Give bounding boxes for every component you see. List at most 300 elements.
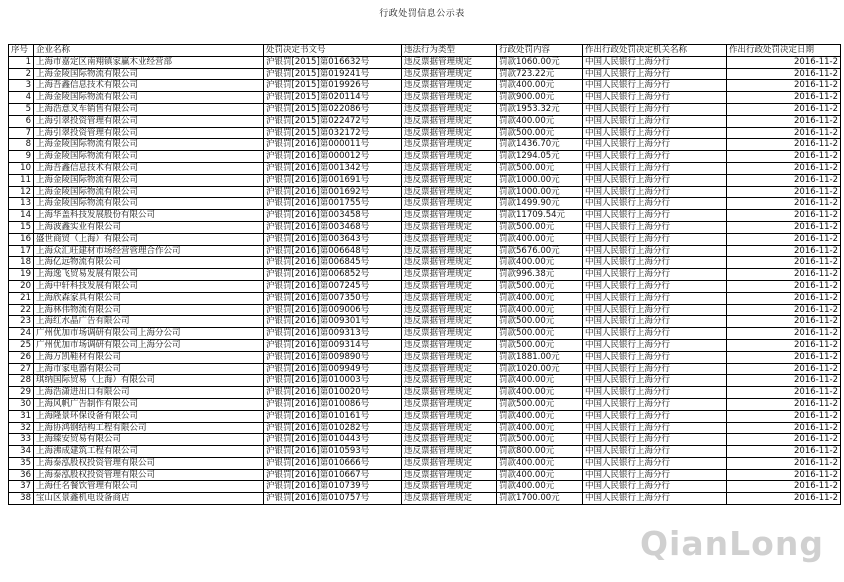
cell-index: 18 bbox=[9, 257, 34, 269]
cell-date: 2016-11-2 bbox=[727, 162, 841, 174]
table-row bbox=[9, 280, 841, 292]
cell-company: 上海市家电器有限公司 bbox=[34, 363, 264, 375]
cell-index: 11 bbox=[9, 174, 34, 186]
cell-authority: 中国人民银行上海分行 bbox=[583, 92, 727, 104]
cell-violation-type: 违反票据管理规定 bbox=[402, 56, 497, 68]
cell-decision-number: 沪银罚[2016]第010593号 bbox=[264, 446, 402, 458]
cell-date: 2016-11-2 bbox=[727, 328, 841, 340]
table-row bbox=[9, 186, 841, 198]
table-row bbox=[9, 56, 841, 68]
table-row bbox=[9, 221, 841, 233]
cell-violation-type: 违反票据管理规定 bbox=[402, 387, 497, 399]
table-row bbox=[9, 103, 841, 115]
cell-penalty: 罚款1060.00元 bbox=[497, 56, 583, 68]
cell-decision-number: 沪银罚[2015]第016632号 bbox=[264, 56, 402, 68]
cell-index: 15 bbox=[9, 221, 34, 233]
cell-company: 广州优加市场调研有限公司上海分公司 bbox=[34, 339, 264, 351]
cell-company: 上海华盖科技发展股份有限公司 bbox=[34, 210, 264, 222]
cell-index: 31 bbox=[9, 410, 34, 422]
cell-penalty: 罚款900.00元 bbox=[497, 92, 583, 104]
cell-date: 2016-11-2 bbox=[727, 469, 841, 481]
cell-decision-number: 沪银罚[2016]第007245号 bbox=[264, 280, 402, 292]
cell-penalty: 罚款400.00元 bbox=[497, 257, 583, 269]
cell-date: 2016-11-2 bbox=[727, 257, 841, 269]
cell-violation-type: 违反票据管理规定 bbox=[402, 210, 497, 222]
cell-decision-number: 沪银罚[2015]第022472号 bbox=[264, 115, 402, 127]
cell-authority: 中国人民银行上海分行 bbox=[583, 127, 727, 139]
header-index: 序号 bbox=[9, 45, 34, 57]
table-row bbox=[9, 162, 841, 174]
cell-violation-type: 违反票据管理规定 bbox=[402, 375, 497, 387]
cell-index: 20 bbox=[9, 280, 34, 292]
cell-date: 2016-11-2 bbox=[727, 481, 841, 493]
table-row bbox=[9, 422, 841, 434]
cell-date: 2016-11-2 bbox=[727, 115, 841, 127]
cell-penalty: 罚款400.00元 bbox=[497, 481, 583, 493]
table-row bbox=[9, 339, 841, 351]
cell-penalty: 罚款500.00元 bbox=[497, 221, 583, 233]
cell-date: 2016-11-2 bbox=[727, 351, 841, 363]
cell-company: 琪纳国际贸易（上海）有限公司 bbox=[34, 375, 264, 387]
cell-penalty: 罚款1700.00元 bbox=[497, 493, 583, 505]
cell-index: 6 bbox=[9, 115, 34, 127]
cell-index: 13 bbox=[9, 198, 34, 210]
table-row bbox=[9, 269, 841, 281]
cell-date: 2016-11-2 bbox=[727, 198, 841, 210]
cell-decision-number: 沪银罚[2016]第010020号 bbox=[264, 387, 402, 399]
cell-company: 上海万凯鞋材有限公司 bbox=[34, 351, 264, 363]
cell-authority: 中国人民银行上海分行 bbox=[583, 387, 727, 399]
cell-index: 37 bbox=[9, 481, 34, 493]
cell-authority: 中国人民银行上海分行 bbox=[583, 328, 727, 340]
cell-violation-type: 违反票据管理规定 bbox=[402, 257, 497, 269]
cell-authority: 中国人民银行上海分行 bbox=[583, 221, 727, 233]
cell-violation-type: 违反票据管理规定 bbox=[402, 80, 497, 92]
cell-date: 2016-11-2 bbox=[727, 434, 841, 446]
cell-date: 2016-11-2 bbox=[727, 80, 841, 92]
cell-authority: 中国人民银行上海分行 bbox=[583, 68, 727, 80]
cell-penalty: 罚款1953.32元 bbox=[497, 103, 583, 115]
cell-penalty: 罚款500.00元 bbox=[497, 328, 583, 340]
table-row bbox=[9, 210, 841, 222]
header-company: 企业名称 bbox=[34, 45, 264, 57]
header-penalty: 行政处罚内容 bbox=[497, 45, 583, 57]
cell-decision-number: 沪银罚[2016]第000012号 bbox=[264, 151, 402, 163]
cell-company: 上海金陵国际物流有限公司 bbox=[34, 92, 264, 104]
cell-index: 19 bbox=[9, 269, 34, 281]
table-row bbox=[9, 351, 841, 363]
cell-authority: 中国人民银行上海分行 bbox=[583, 481, 727, 493]
cell-authority: 中国人民银行上海分行 bbox=[583, 186, 727, 198]
cell-company: 上海众汇旺建材市场经营管理合作公司 bbox=[34, 245, 264, 257]
cell-date: 2016-11-2 bbox=[727, 398, 841, 410]
cell-index: 10 bbox=[9, 162, 34, 174]
cell-date: 2016-11-2 bbox=[727, 103, 841, 115]
cell-company: 上海逸飞贸易发展有限公司 bbox=[34, 269, 264, 281]
cell-company: 上海引翠投资管理有限公司 bbox=[34, 127, 264, 139]
cell-decision-number: 沪银罚[2016]第010739号 bbox=[264, 481, 402, 493]
cell-company: 上海中轩科技发展有限公司 bbox=[34, 280, 264, 292]
cell-decision-number: 沪银罚[2015]第022086号 bbox=[264, 103, 402, 115]
cell-penalty: 罚款5676.00元 bbox=[497, 245, 583, 257]
watermark-logo: QianLong bbox=[640, 524, 824, 563]
cell-penalty: 罚款400.00元 bbox=[497, 233, 583, 245]
table-row bbox=[9, 481, 841, 493]
cell-authority: 中国人民银行上海分行 bbox=[583, 410, 727, 422]
cell-date: 2016-11-2 bbox=[727, 410, 841, 422]
cell-penalty: 罚款500.00元 bbox=[497, 434, 583, 446]
cell-decision-number: 沪银罚[2016]第003458号 bbox=[264, 210, 402, 222]
cell-violation-type: 违反票据管理规定 bbox=[402, 493, 497, 505]
cell-company: 上海金陵国际物流有限公司 bbox=[34, 198, 264, 210]
table-row bbox=[9, 292, 841, 304]
cell-authority: 中国人民银行上海分行 bbox=[583, 80, 727, 92]
cell-penalty: 罚款400.00元 bbox=[497, 387, 583, 399]
table-row bbox=[9, 446, 841, 458]
cell-penalty: 罚款500.00元 bbox=[497, 339, 583, 351]
cell-penalty: 罚款500.00元 bbox=[497, 162, 583, 174]
cell-authority: 中国人民银行上海分行 bbox=[583, 375, 727, 387]
table-row bbox=[9, 493, 841, 505]
cell-violation-type: 违反票据管理规定 bbox=[402, 446, 497, 458]
table-row bbox=[9, 316, 841, 328]
cell-violation-type: 违反票据管理规定 bbox=[402, 92, 497, 104]
cell-violation-type: 违反票据管理规定 bbox=[402, 351, 497, 363]
cell-index: 2 bbox=[9, 68, 34, 80]
cell-penalty: 罚款500.00元 bbox=[497, 280, 583, 292]
cell-index: 27 bbox=[9, 363, 34, 375]
cell-violation-type: 违反票据管理规定 bbox=[402, 339, 497, 351]
cell-authority: 中国人民银行上海分行 bbox=[583, 115, 727, 127]
cell-authority: 中国人民银行上海分行 bbox=[583, 151, 727, 163]
cell-index: 3 bbox=[9, 80, 34, 92]
cell-decision-number: 沪银罚[2016]第009006号 bbox=[264, 304, 402, 316]
cell-penalty: 罚款400.00元 bbox=[497, 80, 583, 92]
cell-decision-number: 沪银罚[2015]第032172号 bbox=[264, 127, 402, 139]
cell-penalty: 罚款1000.00元 bbox=[497, 186, 583, 198]
cell-authority: 中国人民银行上海分行 bbox=[583, 351, 727, 363]
cell-date: 2016-11-2 bbox=[727, 174, 841, 186]
cell-decision-number: 沪银罚[2016]第001342号 bbox=[264, 162, 402, 174]
cell-date: 2016-11-2 bbox=[727, 387, 841, 399]
cell-company: 上海金陵国际物流有限公司 bbox=[34, 151, 264, 163]
cell-authority: 中国人民银行上海分行 bbox=[583, 280, 727, 292]
cell-authority: 中国人民银行上海分行 bbox=[583, 292, 727, 304]
cell-authority: 中国人民银行上海分行 bbox=[583, 434, 727, 446]
cell-penalty: 罚款400.00元 bbox=[497, 375, 583, 387]
cell-index: 4 bbox=[9, 92, 34, 104]
cell-date: 2016-11-2 bbox=[727, 186, 841, 198]
cell-date: 2016-11-2 bbox=[727, 304, 841, 316]
cell-index: 25 bbox=[9, 339, 34, 351]
cell-authority: 中国人民银行上海分行 bbox=[583, 245, 727, 257]
cell-authority: 中国人民银行上海分行 bbox=[583, 103, 727, 115]
table-row bbox=[9, 257, 841, 269]
cell-penalty: 罚款400.00元 bbox=[497, 410, 583, 422]
cell-index: 28 bbox=[9, 375, 34, 387]
cell-company: 上海沸成建筑工程有限公司 bbox=[34, 446, 264, 458]
cell-decision-number: 沪银罚[2016]第009313号 bbox=[264, 328, 402, 340]
header-decision-number: 处罚决定书文号 bbox=[264, 45, 402, 57]
table-row bbox=[9, 198, 841, 210]
cell-penalty: 罚款400.00元 bbox=[497, 304, 583, 316]
cell-company: 上海泰泓股权投资管理有限公司 bbox=[34, 457, 264, 469]
cell-decision-number: 沪银罚[2015]第020114号 bbox=[264, 92, 402, 104]
cell-violation-type: 违反票据管理规定 bbox=[402, 363, 497, 375]
table-row bbox=[9, 457, 841, 469]
cell-penalty: 罚款723.22元 bbox=[497, 68, 583, 80]
cell-date: 2016-11-2 bbox=[727, 221, 841, 233]
cell-company: 上海隆景环保设备有限公司 bbox=[34, 410, 264, 422]
cell-decision-number: 沪银罚[2016]第001755号 bbox=[264, 198, 402, 210]
table-row bbox=[9, 410, 841, 422]
cell-index: 8 bbox=[9, 139, 34, 151]
cell-company: 盛世商贸（上海）有限公司 bbox=[34, 233, 264, 245]
cell-decision-number: 沪银罚[2016]第009314号 bbox=[264, 339, 402, 351]
cell-authority: 中国人民银行上海分行 bbox=[583, 139, 727, 151]
cell-decision-number: 沪银罚[2016]第010443号 bbox=[264, 434, 402, 446]
cell-penalty: 罚款1499.90元 bbox=[497, 198, 583, 210]
cell-violation-type: 违反票据管理规定 bbox=[402, 221, 497, 233]
cell-index: 16 bbox=[9, 233, 34, 245]
cell-company: 广州优加市场调研有限公司上海分公司 bbox=[34, 328, 264, 340]
cell-date: 2016-11-2 bbox=[727, 493, 841, 505]
cell-date: 2016-11-2 bbox=[727, 292, 841, 304]
table-row bbox=[9, 80, 841, 92]
header-violation-type: 违法行为类型 bbox=[402, 45, 497, 57]
cell-date: 2016-11-2 bbox=[727, 269, 841, 281]
cell-decision-number: 沪银罚[2016]第001692号 bbox=[264, 186, 402, 198]
cell-date: 2016-11-2 bbox=[727, 280, 841, 292]
cell-company: 上海任名餐饮管理有限公司 bbox=[34, 481, 264, 493]
cell-violation-type: 违反票据管理规定 bbox=[402, 292, 497, 304]
cell-decision-number: 沪银罚[2016]第009301号 bbox=[264, 316, 402, 328]
cell-authority: 中国人民银行上海分行 bbox=[583, 457, 727, 469]
cell-company: 上海臻安贸易有限公司 bbox=[34, 434, 264, 446]
cell-company: 上海吾鑫信息技术有限公司 bbox=[34, 80, 264, 92]
cell-authority: 中国人民银行上海分行 bbox=[583, 174, 727, 186]
cell-violation-type: 违反票据管理规定 bbox=[402, 316, 497, 328]
cell-authority: 中国人民银行上海分行 bbox=[583, 363, 727, 375]
cell-index: 38 bbox=[9, 493, 34, 505]
cell-date: 2016-11-2 bbox=[727, 210, 841, 222]
table-row bbox=[9, 328, 841, 340]
cell-company: 上海波鑫实业有限公司 bbox=[34, 221, 264, 233]
cell-violation-type: 违反票据管理规定 bbox=[402, 434, 497, 446]
cell-violation-type: 违反票据管理规定 bbox=[402, 398, 497, 410]
cell-company: 上海风帆广告制作有限公司 bbox=[34, 398, 264, 410]
cell-index: 33 bbox=[9, 434, 34, 446]
table-row bbox=[9, 174, 841, 186]
cell-index: 32 bbox=[9, 422, 34, 434]
cell-index: 14 bbox=[9, 210, 34, 222]
cell-index: 34 bbox=[9, 446, 34, 458]
cell-decision-number: 沪银罚[2016]第010757号 bbox=[264, 493, 402, 505]
cell-decision-number: 沪银罚[2016]第010086号 bbox=[264, 398, 402, 410]
table-row bbox=[9, 92, 841, 104]
cell-violation-type: 违反票据管理规定 bbox=[402, 186, 497, 198]
cell-date: 2016-11-2 bbox=[727, 457, 841, 469]
cell-date: 2016-11-2 bbox=[727, 375, 841, 387]
cell-date: 2016-11-2 bbox=[727, 68, 841, 80]
cell-decision-number: 沪银罚[2016]第001691号 bbox=[264, 174, 402, 186]
cell-violation-type: 违反票据管理规定 bbox=[402, 103, 497, 115]
cell-violation-type: 违反票据管理规定 bbox=[402, 174, 497, 186]
cell-date: 2016-11-2 bbox=[727, 127, 841, 139]
cell-decision-number: 沪银罚[2016]第010003号 bbox=[264, 375, 402, 387]
cell-index: 26 bbox=[9, 351, 34, 363]
cell-violation-type: 违反票据管理规定 bbox=[402, 162, 497, 174]
cell-violation-type: 违反票据管理规定 bbox=[402, 469, 497, 481]
cell-penalty: 罚款996.38元 bbox=[497, 269, 583, 281]
cell-authority: 中国人民银行上海分行 bbox=[583, 269, 727, 281]
cell-authority: 中国人民银行上海分行 bbox=[583, 210, 727, 222]
cell-date: 2016-11-2 bbox=[727, 56, 841, 68]
table-row bbox=[9, 151, 841, 163]
cell-index: 29 bbox=[9, 387, 34, 399]
cell-violation-type: 违反票据管理规定 bbox=[402, 151, 497, 163]
cell-date: 2016-11-2 bbox=[727, 151, 841, 163]
page-title: 行政处罚信息公示表 bbox=[379, 9, 465, 19]
cell-decision-number: 沪银罚[2016]第006845号 bbox=[264, 257, 402, 269]
cell-authority: 中国人民银行上海分行 bbox=[583, 446, 727, 458]
table-row bbox=[9, 387, 841, 399]
cell-company: 上海欣森家具有限公司 bbox=[34, 292, 264, 304]
cell-authority: 中国人民银行上海分行 bbox=[583, 316, 727, 328]
cell-company: 上海林伟物流有限公司 bbox=[34, 304, 264, 316]
cell-company: 上海引翠投资管理有限公司 bbox=[34, 115, 264, 127]
cell-penalty: 罚款400.00元 bbox=[497, 422, 583, 434]
header-row bbox=[9, 45, 841, 57]
cell-decision-number: 沪银罚[2016]第010667号 bbox=[264, 469, 402, 481]
cell-company: 上海金陵国际物流有限公司 bbox=[34, 139, 264, 151]
cell-date: 2016-11-2 bbox=[727, 233, 841, 245]
cell-index: 35 bbox=[9, 457, 34, 469]
cell-penalty: 罚款1881.00元 bbox=[497, 351, 583, 363]
cell-penalty: 罚款1020.00元 bbox=[497, 363, 583, 375]
cell-index: 1 bbox=[9, 56, 34, 68]
cell-index: 5 bbox=[9, 103, 34, 115]
table-row bbox=[9, 375, 841, 387]
cell-authority: 中国人民银行上海分行 bbox=[583, 198, 727, 210]
cell-penalty: 罚款400.00元 bbox=[497, 115, 583, 127]
cell-decision-number: 沪银罚[2016]第007350号 bbox=[264, 292, 402, 304]
cell-index: 36 bbox=[9, 469, 34, 481]
penalty-table bbox=[8, 44, 841, 505]
cell-decision-number: 沪银罚[2016]第006648号 bbox=[264, 245, 402, 257]
cell-authority: 中国人民银行上海分行 bbox=[583, 257, 727, 269]
table-row bbox=[9, 469, 841, 481]
cell-company: 上海协鸿钢结构工程有限公司 bbox=[34, 422, 264, 434]
table-row bbox=[9, 398, 841, 410]
header-date: 作出行政处罚决定日期 bbox=[727, 45, 841, 57]
cell-authority: 中国人民银行上海分行 bbox=[583, 56, 727, 68]
table-row bbox=[9, 127, 841, 139]
cell-penalty: 罚款400.00元 bbox=[497, 457, 583, 469]
cell-decision-number: 沪银罚[2016]第003468号 bbox=[264, 221, 402, 233]
cell-penalty: 罚款500.00元 bbox=[497, 398, 583, 410]
cell-violation-type: 违反票据管理规定 bbox=[402, 328, 497, 340]
table-row bbox=[9, 139, 841, 151]
cell-authority: 中国人民银行上海分行 bbox=[583, 304, 727, 316]
cell-index: 23 bbox=[9, 316, 34, 328]
cell-index: 9 bbox=[9, 151, 34, 163]
cell-penalty: 罚款500.00元 bbox=[497, 316, 583, 328]
cell-violation-type: 违反票据管理规定 bbox=[402, 269, 497, 281]
cell-violation-type: 违反票据管理规定 bbox=[402, 139, 497, 151]
cell-violation-type: 违反票据管理规定 bbox=[402, 422, 497, 434]
cell-decision-number: 沪银罚[2016]第010666号 bbox=[264, 457, 402, 469]
cell-violation-type: 违反票据管理规定 bbox=[402, 457, 497, 469]
cell-violation-type: 违反票据管理规定 bbox=[402, 410, 497, 422]
cell-authority: 中国人民银行上海分行 bbox=[583, 162, 727, 174]
cell-violation-type: 违反票据管理规定 bbox=[402, 115, 497, 127]
cell-index: 30 bbox=[9, 398, 34, 410]
cell-company: 上海浩潇进出口有限公司 bbox=[34, 387, 264, 399]
table-row bbox=[9, 68, 841, 80]
cell-violation-type: 违反票据管理规定 bbox=[402, 198, 497, 210]
cell-company: 上海市嘉定区南翔镇家赢木业经营部 bbox=[34, 56, 264, 68]
cell-authority: 中国人民银行上海分行 bbox=[583, 339, 727, 351]
cell-date: 2016-11-2 bbox=[727, 363, 841, 375]
cell-decision-number: 沪银罚[2016]第010282号 bbox=[264, 422, 402, 434]
table-row bbox=[9, 434, 841, 446]
cell-decision-number: 沪银罚[2015]第019241号 bbox=[264, 68, 402, 80]
cell-penalty: 罚款11709.54元 bbox=[497, 210, 583, 222]
cell-date: 2016-11-2 bbox=[727, 422, 841, 434]
cell-penalty: 罚款1436.70元 bbox=[497, 139, 583, 151]
cell-decision-number: 沪银罚[2015]第019926号 bbox=[264, 80, 402, 92]
cell-violation-type: 违反票据管理规定 bbox=[402, 304, 497, 316]
cell-penalty: 罚款1294.05元 bbox=[497, 151, 583, 163]
table-row bbox=[9, 115, 841, 127]
cell-violation-type: 违反票据管理规定 bbox=[402, 280, 497, 292]
cell-index: 17 bbox=[9, 245, 34, 257]
cell-penalty: 罚款500.00元 bbox=[497, 127, 583, 139]
cell-decision-number: 沪银罚[2016]第009890号 bbox=[264, 351, 402, 363]
cell-violation-type: 违反票据管理规定 bbox=[402, 233, 497, 245]
cell-index: 7 bbox=[9, 127, 34, 139]
cell-index: 21 bbox=[9, 292, 34, 304]
table-row bbox=[9, 304, 841, 316]
cell-company: 上海吾鑫信息技术有限公司 bbox=[34, 162, 264, 174]
cell-authority: 中国人民银行上海分行 bbox=[583, 493, 727, 505]
cell-index: 24 bbox=[9, 328, 34, 340]
cell-date: 2016-11-2 bbox=[727, 339, 841, 351]
cell-penalty: 罚款1000.00元 bbox=[497, 174, 583, 186]
cell-penalty: 罚款400.00元 bbox=[497, 469, 583, 481]
cell-company: 上海金陵国际物流有限公司 bbox=[34, 68, 264, 80]
cell-violation-type: 违反票据管理规定 bbox=[402, 127, 497, 139]
cell-authority: 中国人民银行上海分行 bbox=[583, 422, 727, 434]
table-row bbox=[9, 363, 841, 375]
cell-authority: 中国人民银行上海分行 bbox=[583, 469, 727, 481]
cell-date: 2016-11-2 bbox=[727, 316, 841, 328]
cell-company: 上海亿远物流有限公司 bbox=[34, 257, 264, 269]
cell-penalty: 罚款800.00元 bbox=[497, 446, 583, 458]
cell-authority: 中国人民银行上海分行 bbox=[583, 398, 727, 410]
cell-company: 宝山区景鑫机电设备商店 bbox=[34, 493, 264, 505]
cell-violation-type: 违反票据管理规定 bbox=[402, 245, 497, 257]
table-row bbox=[9, 245, 841, 257]
cell-company: 上海金陵国际物流有限公司 bbox=[34, 174, 264, 186]
cell-company: 上海泰泓股权投资管理有限公司 bbox=[34, 469, 264, 481]
cell-date: 2016-11-2 bbox=[727, 139, 841, 151]
cell-decision-number: 沪银罚[2016]第006852号 bbox=[264, 269, 402, 281]
cell-date: 2016-11-2 bbox=[727, 446, 841, 458]
cell-company: 上海红水晶广告有限公司 bbox=[34, 316, 264, 328]
cell-decision-number: 沪银罚[2016]第010161号 bbox=[264, 410, 402, 422]
